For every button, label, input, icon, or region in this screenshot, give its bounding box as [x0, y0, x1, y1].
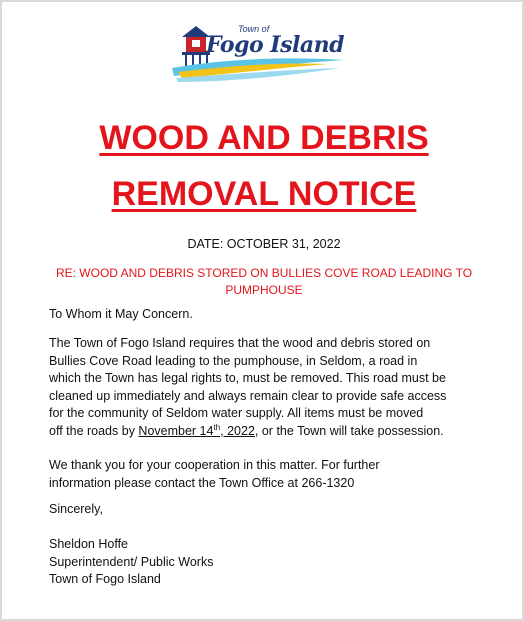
notice-title-line2: REMOVAL NOTICE — [111, 175, 417, 213]
greeting: To Whom it May Concern. — [49, 307, 193, 321]
signatory-title: Superintendent/ Public Works — [49, 554, 214, 569]
deadline-tail-text: , or the Town will take possession. — [254, 423, 444, 438]
re-subject-line: RE: WOOD AND DEBRIS STORED ON BULLIES COVE ROAD LEADING TO PUMPHOUSE — [55, 266, 473, 297]
deadline-ordinal: th — [213, 422, 221, 432]
paragraph-line: The Town of Fogo Island requires that the wood and debris stored on — [49, 336, 431, 350]
deadline-month-day: November 14 — [138, 423, 214, 438]
notice-date: DATE: OCTOBER 31, 2022 — [187, 237, 341, 251]
deadline-date — [138, 424, 254, 438]
deadline-lead-text: off the roads by — [49, 423, 139, 438]
main-paragraph — [49, 335, 489, 441]
paragraph-last-line — [49, 423, 489, 441]
paragraph-line: for the community of Seldom water supply. All items must be moved — [49, 406, 424, 421]
logo-town-name: Fogo Island — [206, 32, 344, 58]
town-logo — [168, 16, 348, 86]
paragraph-line: We thank you for your cooperation in this matter. For further — [49, 458, 380, 472]
thanks-paragraph — [49, 457, 489, 492]
paragraph-line: cleaned up immediately and always remain clear to provide safe access — [49, 388, 447, 403]
signature-block — [49, 536, 489, 589]
deadline-year: , 2022 — [220, 423, 255, 438]
paragraph-line: Bullies Cove Road leading to the pumphouse, in Seldom, a road in — [49, 353, 418, 368]
signatory-organization: Town of Fogo Island — [49, 572, 161, 587]
logo-town-of: Town of — [238, 24, 270, 34]
notice-title-line1: WOOD AND DEBRIS — [99, 119, 429, 157]
paragraph-line: which the Town has legal rights to, must be removed. This road must be — [49, 371, 446, 386]
closing-salutation: Sincerely, — [49, 502, 103, 516]
house-window-shape — [192, 40, 200, 47]
signatory-name: Sheldon Hoffe — [49, 537, 128, 551]
paragraph-line: information please contact the Town Office at 266-1320 — [49, 475, 355, 490]
